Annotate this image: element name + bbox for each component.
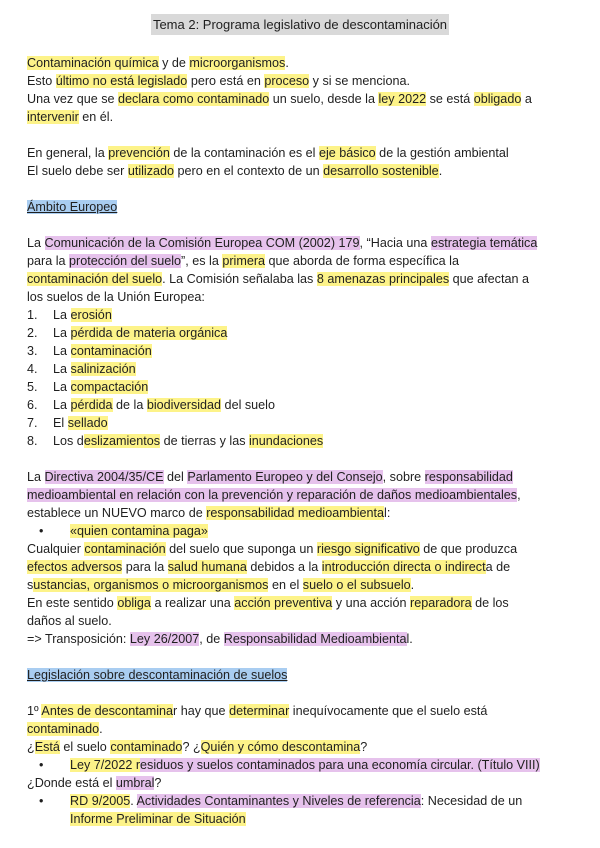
dir-line-6: sustancias, organismos o microorganismos en el suelo o el subsuelo. <box>27 578 415 592</box>
intro-line-6: El suelo debe ser utilizado pero en el contexto de un desarrollo sostenible. <box>27 164 443 178</box>
list-item: • Ley 7/2022 residuos y suelos contaminados para una economía circular. (Título VIII) <box>39 758 540 772</box>
list-item: 5. La compactación <box>27 380 149 394</box>
document-page <box>27 14 573 828</box>
list-item: 6. La pérdida de la biodiversidad del suelo <box>27 398 275 412</box>
com-line-4: los suelos de la Unión Europea: <box>27 290 205 304</box>
list-item: 7. El sellado <box>27 416 108 430</box>
dir-line-1: La Directiva 2004/35/CE del Parlamento Europeo y del Consejo, sobre responsabilidad <box>27 470 513 484</box>
leg-line-1: 1º Antes de descontaminar hay que determinar inequívocamente que el suelo está <box>27 704 488 718</box>
law-list-2 <box>27 792 573 828</box>
list-item: 1. La erosión <box>27 308 112 322</box>
list-item: • RD 9/2005. Actividades Contaminantes y Niveles de referencia: Necesidad de un <box>39 794 523 808</box>
threats-list <box>27 306 573 450</box>
dir-line-9: => Transposición: Ley 26/2007, de Responsabilidad Medioambiental. <box>27 632 413 646</box>
dir-line-7: En este sentido obliga a realizar una acción preventiva y una acción reparadora de los <box>27 596 509 610</box>
list-item: 4. La salinización <box>27 362 136 376</box>
leg-line-4: ¿Donde está el umbral? <box>27 776 162 790</box>
law-list-1 <box>27 756 573 774</box>
dir-line-5: efectos adversos para la salud humana debidos a la introducción directa o indirecta de <box>27 560 511 574</box>
principle-list <box>27 522 573 540</box>
list-item: 2. La pérdida de materia orgánica <box>27 326 228 340</box>
list-item: • «quien contamina paga» <box>39 524 208 538</box>
dir-line-8: daños al suelo. <box>27 614 112 628</box>
intro-line-3: Una vez que se declara como contaminado un suelo, desde la ley 2022 se está obligado a <box>27 92 532 106</box>
dir-line-3: establece un NUEVO marco de responsabilidad medioambiental: <box>27 506 391 520</box>
intro-line-5: En general, la prevención de la contaminación es el eje básico de la gestión ambiental <box>27 146 509 160</box>
intro-line-2: Esto último no está legislado pero está en proceso y si se menciona. <box>27 74 410 88</box>
intro-line-1: Contaminación química y de microorganismos. <box>27 56 289 70</box>
dir-line-4: Cualquier contaminación del suelo que suponga un riesgo significativo de que produzca <box>27 542 518 556</box>
list-item: 8. Los deslizamientos de tierras y las inundaciones <box>27 434 324 448</box>
dir-line-2: medioambiental en relación con la prevención y reparación de daños medioambientales, <box>27 488 521 502</box>
com-line-2: para la protección del suelo”, es la primera que aborda de forma específica la <box>27 254 459 268</box>
section-heading-ambito-europeo: Ámbito Europeo <box>27 200 118 214</box>
list-item: 3. La contaminación <box>27 344 152 358</box>
com-line-3: contaminación del suelo. La Comisión señalaba las 8 amenazas principales que afectan a <box>27 272 529 286</box>
section-heading-legislacion: Legislación sobre descontaminación de suelos <box>27 668 288 682</box>
intro-line-4: intervenir en él. <box>27 110 114 124</box>
list-item: Informe Preliminar de Situación <box>70 812 246 826</box>
com-line-1: La Comunicación de la Comisión Europea COM (2002) 179, “Hacia una estrategia temática <box>27 236 538 250</box>
document-title: Tema 2: Programa legislativo de descontaminación <box>151 14 449 35</box>
leg-line-2: contaminado. <box>27 722 103 736</box>
leg-line-3: ¿Está el suelo contaminado? ¿Quién y cómo descontamina? <box>27 740 368 754</box>
